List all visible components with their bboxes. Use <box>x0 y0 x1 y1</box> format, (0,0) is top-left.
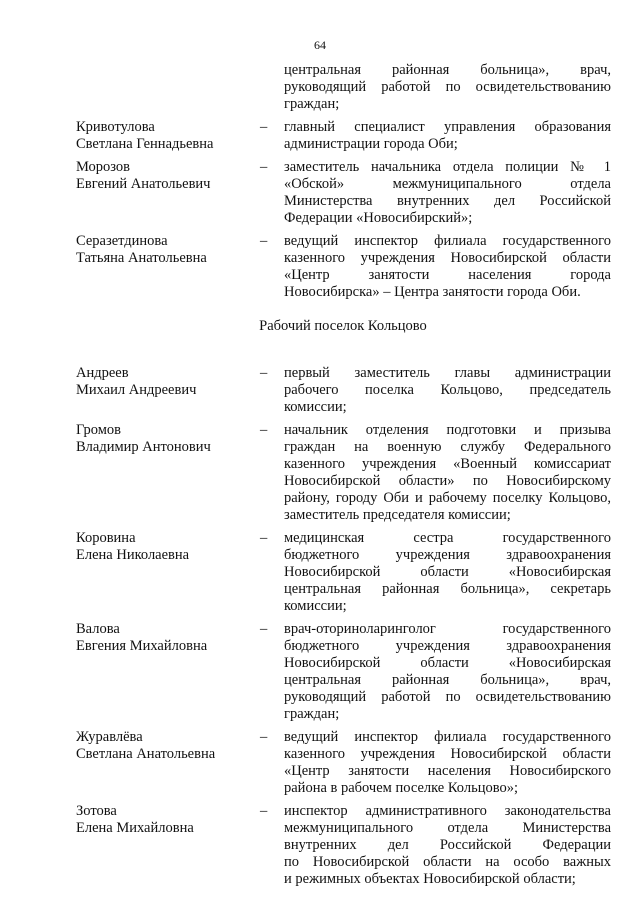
role-line: администрации города Оби; <box>284 136 458 152</box>
dash-separator: – <box>260 729 268 745</box>
member-given-names: Владимир Антонович <box>76 439 211 455</box>
dash-separator: – <box>260 803 268 819</box>
member-role <box>284 530 611 615</box>
member-entry <box>76 803 610 888</box>
role-line: межмуниципального отдела Министерства <box>284 820 611 836</box>
role-line: врач-оториноларинголог государственного <box>284 621 611 637</box>
role-line: и режимных объектах Новосибирской области; <box>284 871 576 887</box>
role-line: Новосибирской области «Новосибирская <box>284 564 611 580</box>
commission-list-koltsovo <box>76 365 610 888</box>
dash-separator: – <box>260 233 268 249</box>
member-name <box>76 233 260 301</box>
member-entry <box>76 621 610 723</box>
member-role <box>284 729 611 797</box>
role-line: центральная районная больница», секретарь <box>284 581 611 597</box>
role-line: Новосибирской области» по Новосибирскому <box>284 473 611 489</box>
member-surname: Громов <box>76 422 121 438</box>
dash-separator: – <box>260 365 268 381</box>
member-surname: Зотова <box>76 803 117 819</box>
member-given-names: Елена Николаевна <box>76 547 190 563</box>
continuation-role <box>284 62 611 113</box>
member-entry <box>76 365 610 416</box>
role-line: ведущий инспектор филиала государственного <box>284 729 611 745</box>
role-line: «Обской» межмуниципального отдела <box>284 176 611 192</box>
member-entry <box>76 119 610 153</box>
member-entry <box>76 159 610 227</box>
role-line: района в рабочем поселке Кольцово»; <box>284 780 518 796</box>
member-role <box>284 159 611 227</box>
commission-list-obi <box>76 119 610 301</box>
role-line: начальник отделения подготовки и призыва <box>284 422 611 438</box>
member-given-names: Михаил Андреевич <box>76 382 197 398</box>
member-name <box>76 530 260 615</box>
role-line: Новосибирской области «Новосибирская <box>284 655 611 671</box>
member-name <box>76 119 260 153</box>
role-line: граждан на военную службу Федерального <box>284 439 611 455</box>
member-role <box>284 119 611 153</box>
dash-separator: – <box>260 530 268 546</box>
member-surname: Валова <box>76 621 120 637</box>
role-line: рабочего поселка Кольцово, председатель <box>284 382 611 398</box>
page-number: 64 <box>314 38 326 52</box>
member-given-names: Евгений Анатольевич <box>76 176 211 192</box>
member-given-names: Евгения Михайловна <box>76 638 208 654</box>
document-body <box>76 62 610 894</box>
member-role <box>284 803 611 888</box>
dash-separator: – <box>260 422 268 438</box>
role-line: центральная районная больница», врач, <box>284 62 611 78</box>
member-role <box>284 621 611 723</box>
role-line: медицинская сестра государственного <box>284 530 611 546</box>
role-line: Федерации «Новосибирский»; <box>284 210 473 226</box>
member-surname: Кривотулова <box>76 119 155 135</box>
member-entry <box>76 233 610 301</box>
role-line: руководящий работой по освидетельствованию <box>284 689 611 705</box>
role-line: «Центр занятости населения Новосибирского <box>284 763 611 779</box>
member-given-names: Татьяна Анатольевна <box>76 250 207 266</box>
member-name <box>76 365 260 416</box>
role-line: граждан; <box>284 96 340 112</box>
member-given-names: Светлана Анатольевна <box>76 746 216 762</box>
member-role <box>284 422 611 524</box>
role-line: граждан; <box>284 706 340 722</box>
member-name <box>76 159 260 227</box>
continuation-entry <box>76 62 610 113</box>
role-line: району, городу Оби и рабочему поселку Кольцово, <box>284 490 611 506</box>
role-line: ведущий инспектор филиала государственного <box>284 233 611 249</box>
dash-separator: – <box>260 159 268 175</box>
role-line: казенного учреждения Новосибирской области <box>284 746 611 762</box>
member-role <box>284 233 611 301</box>
member-surname: Морозов <box>76 159 131 175</box>
member-surname: Журавлёва <box>76 729 143 745</box>
role-line: первый заместитель главы администрации <box>284 365 611 381</box>
member-surname: Андреев <box>76 365 129 381</box>
dash-separator: – <box>260 119 268 135</box>
role-line: казенного учреждения Новосибирской области <box>284 250 611 266</box>
role-line: «Центр занятости населения города <box>284 267 611 283</box>
role-line: внутренних дел Российской Федерации <box>284 837 611 853</box>
member-given-names: Елена Михайловна <box>76 820 194 836</box>
role-line: казенного учреждения «Военный комиссариат <box>284 456 611 472</box>
member-name <box>76 621 260 723</box>
member-entry <box>76 530 610 615</box>
member-surname: Серазетдинова <box>76 233 168 249</box>
member-role <box>284 365 611 416</box>
role-line: комиссии; <box>284 598 347 614</box>
role-line: центральная районная больница», врач, <box>284 672 611 688</box>
role-line: заместитель председателя комиссии; <box>284 507 511 523</box>
role-line: инспектор административного законодательства <box>284 803 611 819</box>
role-line: заместитель начальника отдела полиции № 1 <box>284 159 611 175</box>
section-title: Рабочий поселок Кольцово <box>259 318 427 334</box>
role-line: комиссии; <box>284 399 347 415</box>
member-entry <box>76 729 610 797</box>
member-surname: Коровина <box>76 530 136 546</box>
member-name <box>76 422 260 524</box>
role-line: по Новосибирской области на особо важных <box>284 854 611 870</box>
role-line: главный специалист управления образования <box>284 119 611 135</box>
role-line: Министерства внутренних дел Российской <box>284 193 611 209</box>
role-line: руководящий работой по освидетельствованию <box>284 79 611 95</box>
member-entry <box>76 422 610 524</box>
member-given-names: Светлана Геннадьевна <box>76 136 214 152</box>
empty-name-column <box>76 62 260 113</box>
role-line: бюджетного учреждения здравоохранения <box>284 638 611 654</box>
member-name <box>76 803 260 888</box>
member-name <box>76 729 260 797</box>
role-line: Новосибирска» – Центра занятости города Оби. <box>284 284 581 300</box>
dash-separator: – <box>260 621 268 637</box>
role-line: бюджетного учреждения здравоохранения <box>284 547 611 563</box>
